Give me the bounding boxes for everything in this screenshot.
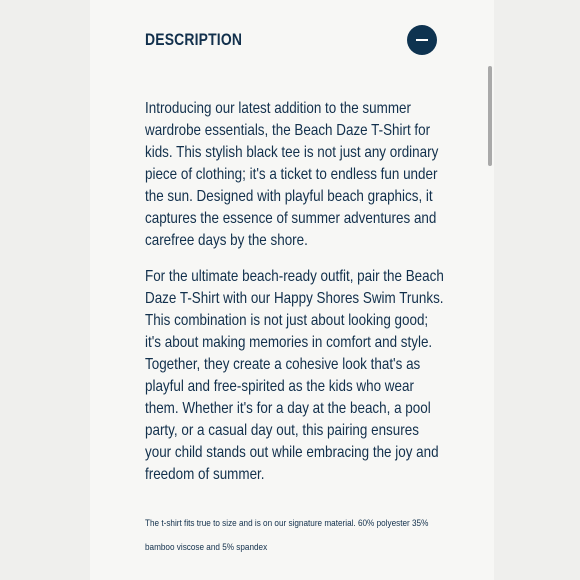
scrollbar-thumb[interactable]: [488, 66, 492, 166]
section-title: DESCRIPTION: [145, 30, 243, 49]
description-content: [145, 98, 445, 500]
section-header[interactable]: [145, 28, 436, 58]
description-paragraph: Introducing our latest addition to the summer wardrobe essentials, the Beach Daze T-Shirt for kids. This stylish black tee is not just any ordinary piece of clothing; it's a ticket to endless fun under the sun. Designed with playful beach graphics, it captures the essence of summer adventures and carefree days by the shore.: [145, 100, 439, 249]
description-paragraph: For the ultimate beach-ready outfit, pair the Beach Daze T-Shirt with our Happy Shores Swim Trunks. This combination is not just about looking good; it's about making memories in comfort and style. Together, they create a cohesive look that's as playful and free-spirited as the kids who wear them. Whether it's for a day at the beach, a pool party, or a casual day out, this pairing ensures your child stands out while embracing the joy and freedom of summer.: [145, 268, 444, 483]
collapse-button[interactable]: [407, 25, 437, 55]
right-background: [494, 0, 580, 580]
material-note: The t-shirt fits true to size and is on our signature material. 60% polyester 35% bamboo viscose and 5% spandex: [145, 518, 429, 553]
minus-icon: [416, 39, 428, 41]
description-panel: [90, 0, 494, 580]
left-background: [0, 0, 90, 580]
